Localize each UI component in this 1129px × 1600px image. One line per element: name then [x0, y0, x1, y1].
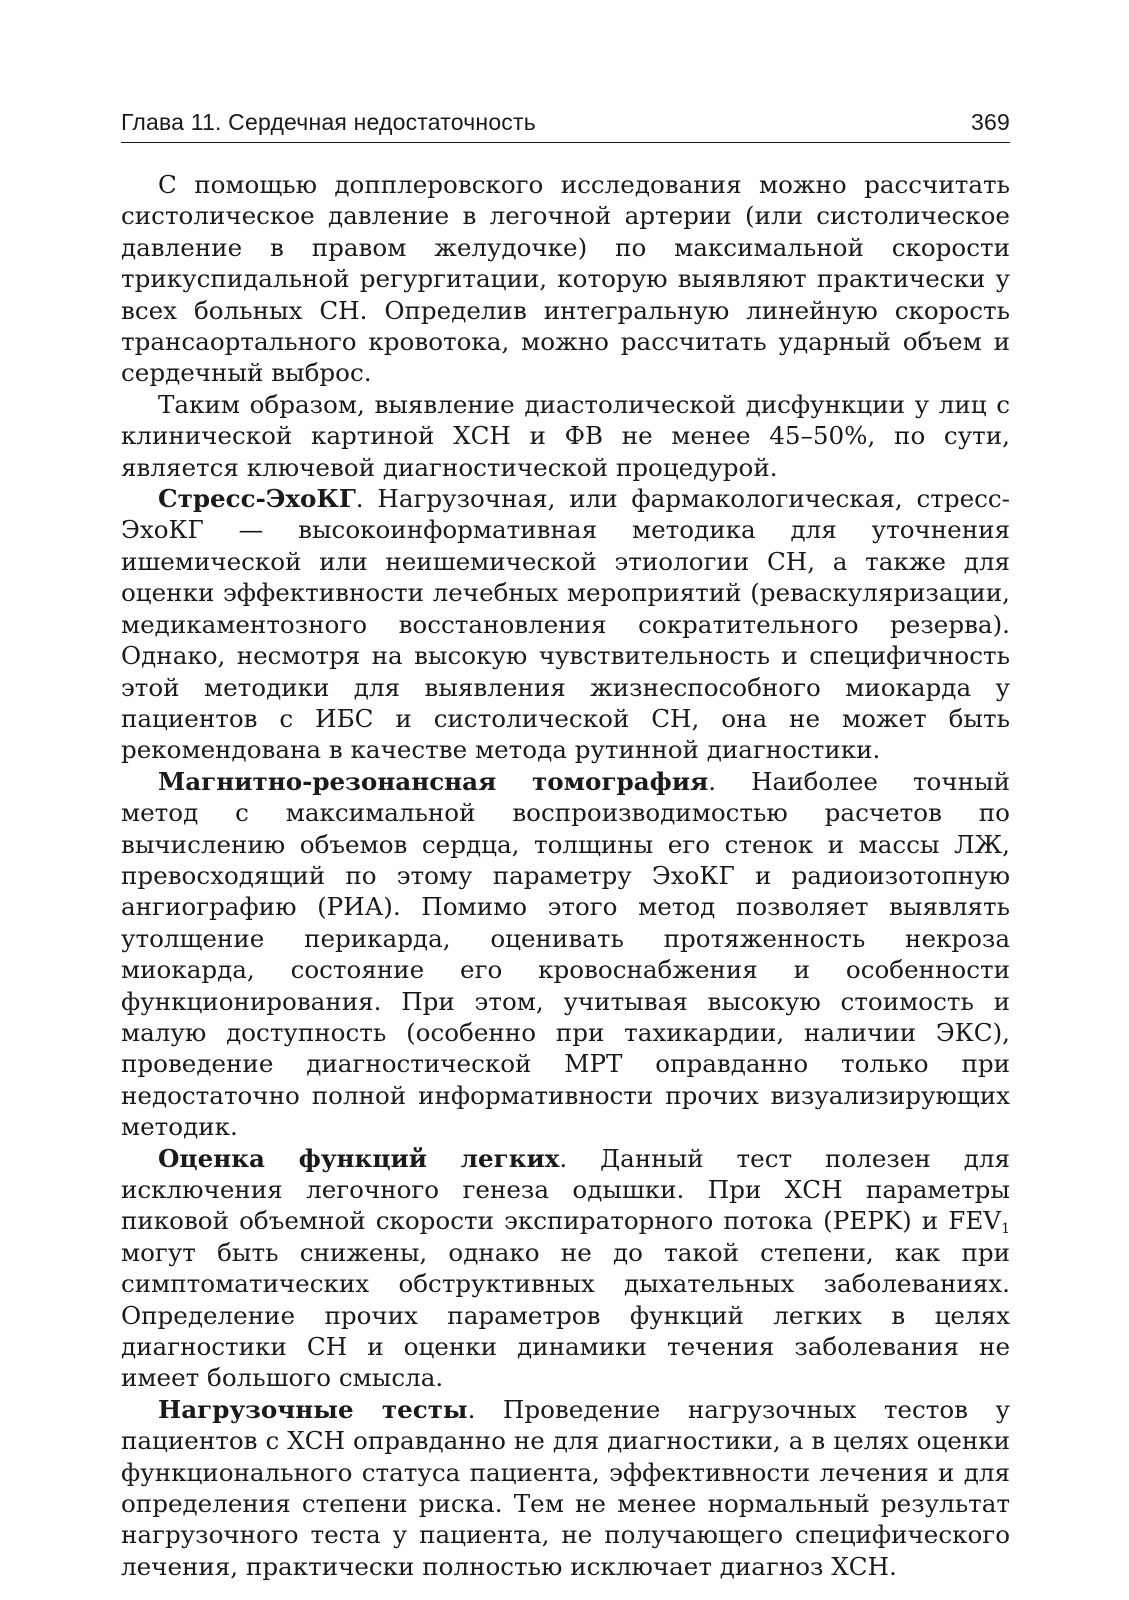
subscript: 1	[1001, 1221, 1010, 1238]
paragraph-lung-function	[121, 1143, 1010, 1394]
paragraph-stress-echo	[121, 483, 1010, 766]
paragraph-doppler	[121, 169, 1010, 389]
paragraph-text: . Проведение нагрузочных тестов у пациентов с ХСН оправданно не для диагностики, а в целях оценки функционального статуса пациента, эффективности лечения и для определения степени риска. Тем не менее нормальный результат нагрузочного теста у пациента, не получающего специфического лечения, практически полностью исключает диагноз ХСН.	[121, 1394, 1010, 1581]
paragraph-heading: Оценка функций легких	[158, 1143, 560, 1173]
paragraph-text-continued: могут быть снижены, однако не до такой степени, как при симптоматических обструктивных дыхательных заболеваниях. Определение прочих параметров функций легких в целях диагностики СН и оценки динамики течения заболевания не имеет большого смысла.	[121, 1237, 1010, 1393]
paragraph-heading: Стресс-ЭхоКГ	[158, 484, 356, 514]
book-page	[121, 108, 1010, 1582]
paragraph-text: Таким образом, выявление диастолической дисфункции у лиц с клинической картиной ХСН и ФВ не менее 45–50%, по сути, является ключевой диагностической процедурой.	[121, 389, 1010, 482]
running-header	[121, 108, 1010, 143]
paragraph-heading: Магнитно-резонансная томография	[158, 766, 709, 796]
paragraph-text: . Нагрузочная, или фармакологическая, стресс-ЭхоКГ — высокоинформативная методика для уточнения ишемической или неишемической этиологии СН, а также для оценки эффективности лечебных мероприятий (реваскуляризации, медикаментозного восстановления сократительного резерва). Однако, несмотря на высокую чувствительность и специфичность этой методики для выявления жизнеспособного миокарда у пациентов с ИБС и систолической СН, она не может быть рекомендована в качестве метода рутинной диагностики.	[121, 484, 1010, 765]
page-number: 369	[971, 109, 1010, 135]
body-text	[121, 169, 1010, 1582]
paragraph-text: . Данный тест полезен для исключения легочного генеза одышки. При ХСН параметры пиковой объемной скорости экспираторного потока (PEPK) и FEV	[121, 1143, 1011, 1236]
paragraph-heading: Нагрузочные тесты	[158, 1394, 468, 1424]
paragraph-mri	[121, 766, 1010, 1143]
paragraph-text: С помощью допплеровского исследования можно рассчитать систолическое давление в легочной артерии (или систолическое давление в правом желудочке) по максимальной скорости трикуспидальной регургитации, которую выявляют практически у всех больных СН. Определив интегральную линейную скорость трансаортального кровотока, можно рассчитать ударный объем и сердечный выброс.	[121, 170, 1010, 388]
chapter-title: Глава 11. Сердечная недостаточность	[121, 109, 536, 135]
paragraph-diastolic-dysfunction	[121, 389, 1010, 483]
paragraph-text: . Наиболее точный метод с максимальной воспроизводимостью расчетов по вычислению объемов сердца, толщины его стенок и массы ЛЖ, превосходящий по этому параметру ЭхоКГ и радиоизотопную ангиографию (РИА). Помимо этого метод позволяет выявлять утолщение перикарда, оценивать протяженность некроза миокарда, состояние его кровоснабжения и особенности функционирования. При этом, учитывая высокую стоимость и малую доступность (особенно при тахикардии, наличии ЭКС), проведение диагностической МРТ оправданно только при недостаточно полной информативности прочих визуализирующих методик.	[121, 766, 1010, 1142]
paragraph-exercise-tests	[121, 1394, 1010, 1582]
